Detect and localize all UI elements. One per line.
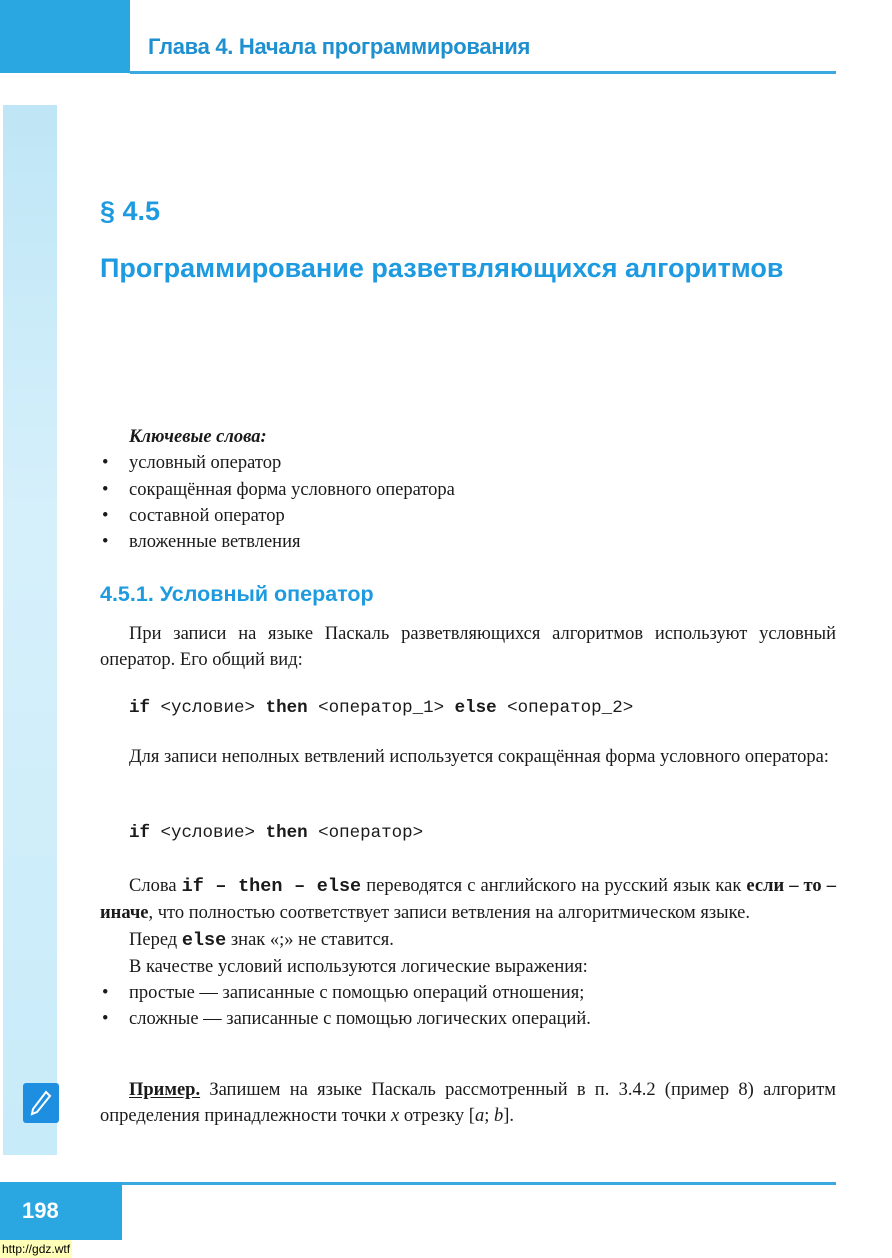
conditions-list (100, 980, 836, 1033)
body-text (100, 873, 836, 1033)
code-text: <условие> (160, 823, 256, 843)
example-paragraph: Пример. Запишем на языке Паскаль рассмотренный в п. 3.4.2 (пример 8) алгоритм определения принадлежности точки x отрезку [a; b]. (100, 1080, 836, 1127)
code-short-if (129, 823, 423, 843)
code-kw: if (129, 823, 151, 843)
paragraph-5: В качестве условий используются логические выражения: (129, 956, 588, 977)
keywords-list (100, 450, 836, 555)
header-rule (130, 71, 836, 74)
pencil-icon (23, 1083, 59, 1123)
code-text: <оператор_1> (318, 698, 445, 718)
watermark-link[interactable]: http://gdz.wtf (2, 1242, 71, 1256)
keyword-item: • вложенные ветвления (100, 529, 836, 555)
keyword-item: • сокращённая форма условного оператора (100, 477, 836, 503)
paragraph-2: Для записи неполных ветвлений используется сокращённая форма условного оператора: (129, 747, 829, 767)
code-kw: then (265, 823, 308, 843)
paragraph-number: § 4.5 (100, 196, 161, 226)
list-item: • сложные — записанные с помощью логических операций. (100, 1006, 836, 1032)
code-kw: if (129, 698, 151, 718)
keywords-block (100, 424, 836, 555)
paragraph-title: Программирование разветвляющихся алгоритмов (100, 253, 784, 283)
keyword-item: • условный оператор (100, 450, 836, 476)
keyword-item: • составной оператор (100, 503, 836, 529)
margin-strip (3, 105, 57, 1155)
code-text: <условие> (160, 698, 256, 718)
code-full-if (129, 698, 633, 718)
code-text: <оператор_2> (507, 698, 634, 718)
paragraph-3: Слова if – then – else переводятся с английского на русский язык как если – то – иначе, что полностью соответствует записи ветвления на алгоритмическом языке. (100, 876, 836, 924)
header-block (0, 0, 130, 73)
code-kw: else (454, 698, 497, 718)
footer-rule (122, 1182, 836, 1185)
page-number: 198 (22, 1198, 59, 1223)
chapter-title: Глава 4. Начала программирования (148, 34, 531, 59)
list-item: • простые — записанные с помощью операций отношения; (100, 980, 836, 1006)
code-kw: then (265, 698, 308, 718)
section-title: 4.5.1. Условный оператор (100, 582, 374, 606)
footer-block (0, 1182, 122, 1240)
keywords-title: Ключевые слова: (129, 427, 267, 447)
code-text: <оператор> (318, 823, 424, 843)
paragraph-4: Перед else знак «;» не ставится. (129, 929, 394, 951)
paragraph-1: При записи на языке Паскаль разветвляющихся алгоритмов используют условный оператор. Его общий вид: (100, 624, 836, 671)
